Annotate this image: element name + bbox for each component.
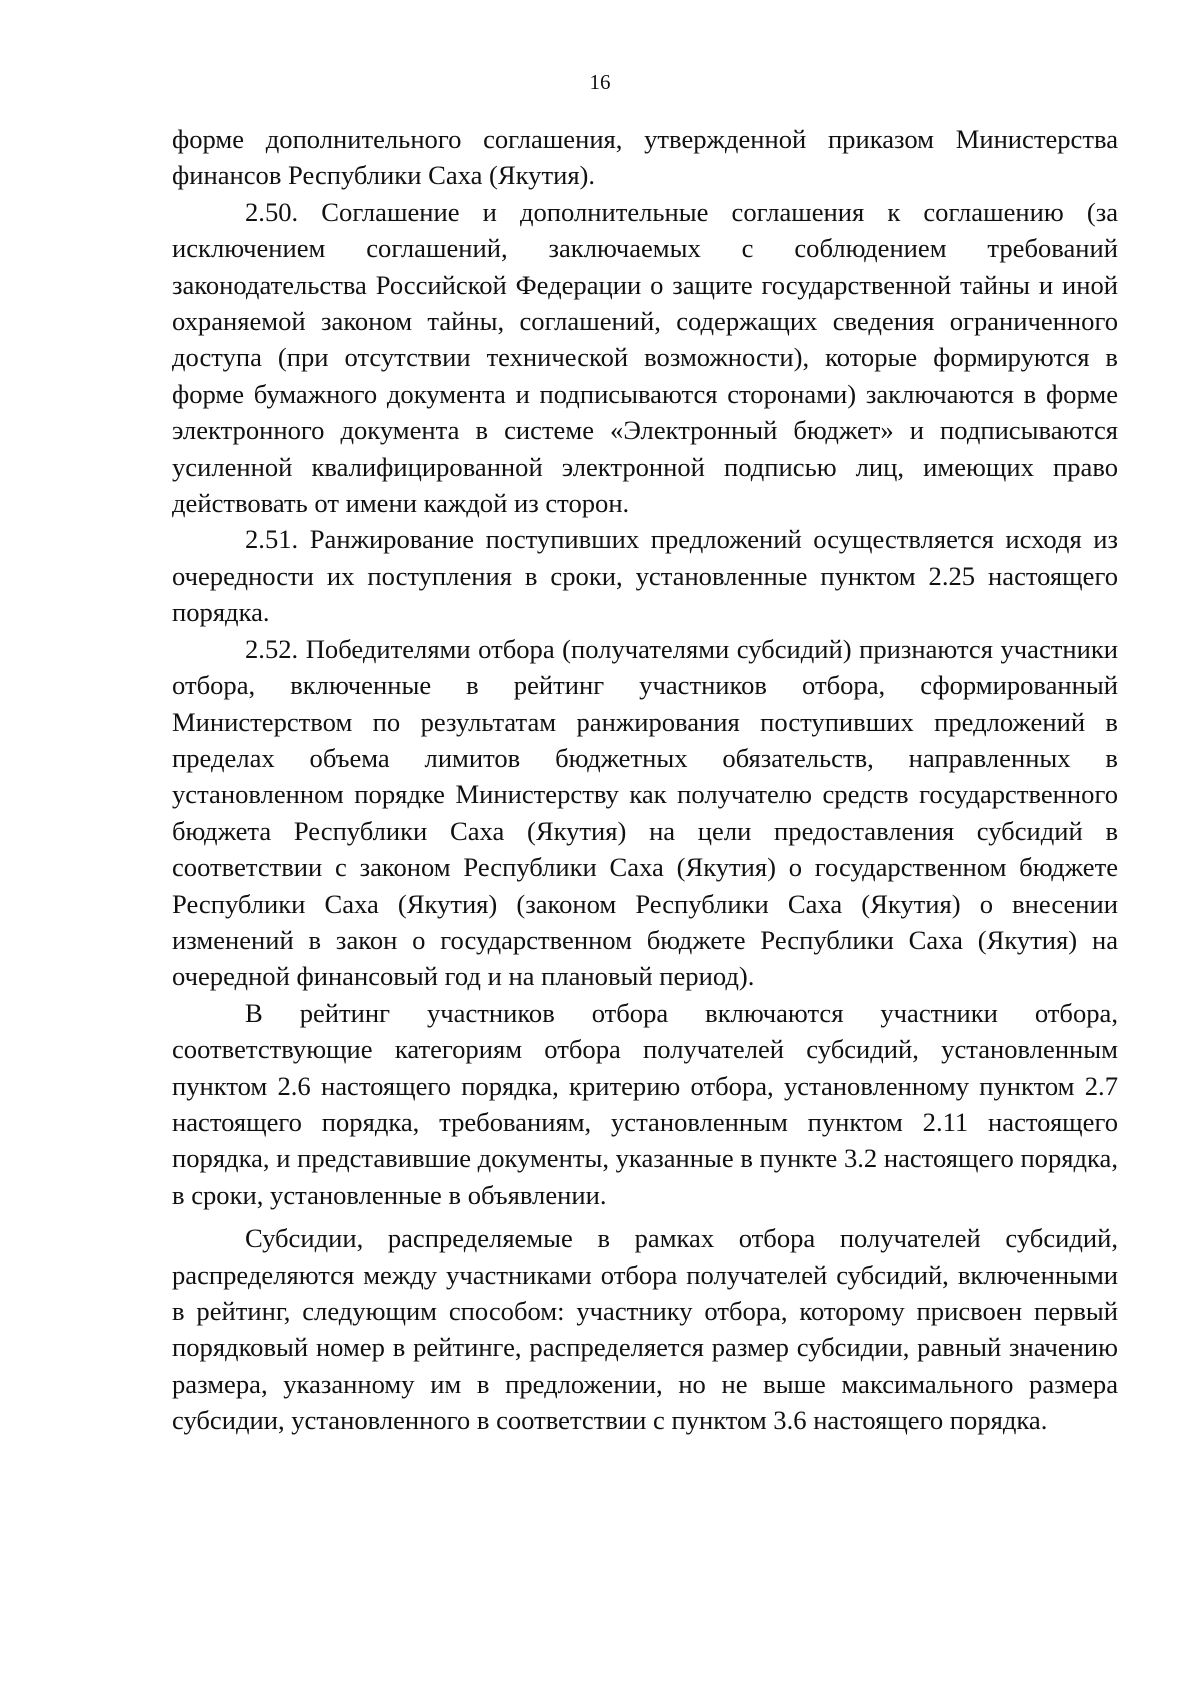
page-number: 16: [589, 70, 611, 94]
paragraph-2-51: 2.51. Ранжирование поступивших предложений осуществляется исходя из очередности их поступления в сроки, установленные пунктом 2.25 настоящего порядка.: [172, 524, 1118, 628]
paragraph-2-50: 2.50. Соглашение и дополнительные соглашения к соглашению (за исключением соглашений, заключаемых с соблюдением требований законодательства Российской Федерации о защите государственной тайны и иной охраняемой законом тайны, соглашений, содержащих сведения ограниченного доступа (при отсутствии технической возможности), которые формируются в форме бумажного документа и подписываются сторонами) заключаются в форме электронного документа в системе «Электронный бюджет» и подписываются усиленной квалифицированной электронной подписью лиц, имеющих право действовать от имени каждой из сторон.: [172, 196, 1118, 519]
paragraph-continuation: форме дополнительного соглашения, утвержденной приказом Министерства финансов Республики Саха (Якутия).: [172, 124, 1118, 191]
paragraph-rating-inclusion: В рейтинг участников отбора включаются участники отбора, соответствующие категориям отбора получателей субсидий, установленным пунктом 2.6 настоящего порядка, критерию отбора, установленному пунктом 2.7 настоящего порядка, требованиям, установленным пунктом 2.11 настоящего порядка, и представившие документы, указанные в пункте 3.2 настоящего порядка, в сроки, установленные в объявлении.: [172, 997, 1118, 1210]
paragraph-2-52: 2.52. Победителями отбора (получателями субсидий) признаются участники отбора, включенные в рейтинг участников отбора, сформированный Министерством по результатам ранжирования поступивших предложений в пределах объема лимитов бюджетных обязательств, направленных в установленном порядке Министерству как получателю средств государственного бюджета Республики Саха (Якутия) на цели предоставления субсидий в соответствии с законом Республики Саха (Якутия) о государственном бюджете Республики Саха (Якутия) (законом Республики Саха (Якутия) о внесении изменений в закон о государственном бюджете Республики Саха (Якутия) на очередной финансовый год и на плановый период).: [172, 633, 1118, 992]
paragraph-subsidy-distribution: Субсидии, распределяемые в рамках отбора получателей субсидий, распределяются между участниками отбора получателей субсидий, включенными в рейтинг, следующим способом: участнику отбора, которому присвоен первый порядковый номер в рейтинге, распределяется размер субсидии, равный значению размера, указанному им в предложении, но не выше максимального размера субсидии, установленного в соответствии с пунктом 3.6 настоящего порядка.: [172, 1223, 1118, 1436]
document-body: [172, 121, 1118, 1439]
